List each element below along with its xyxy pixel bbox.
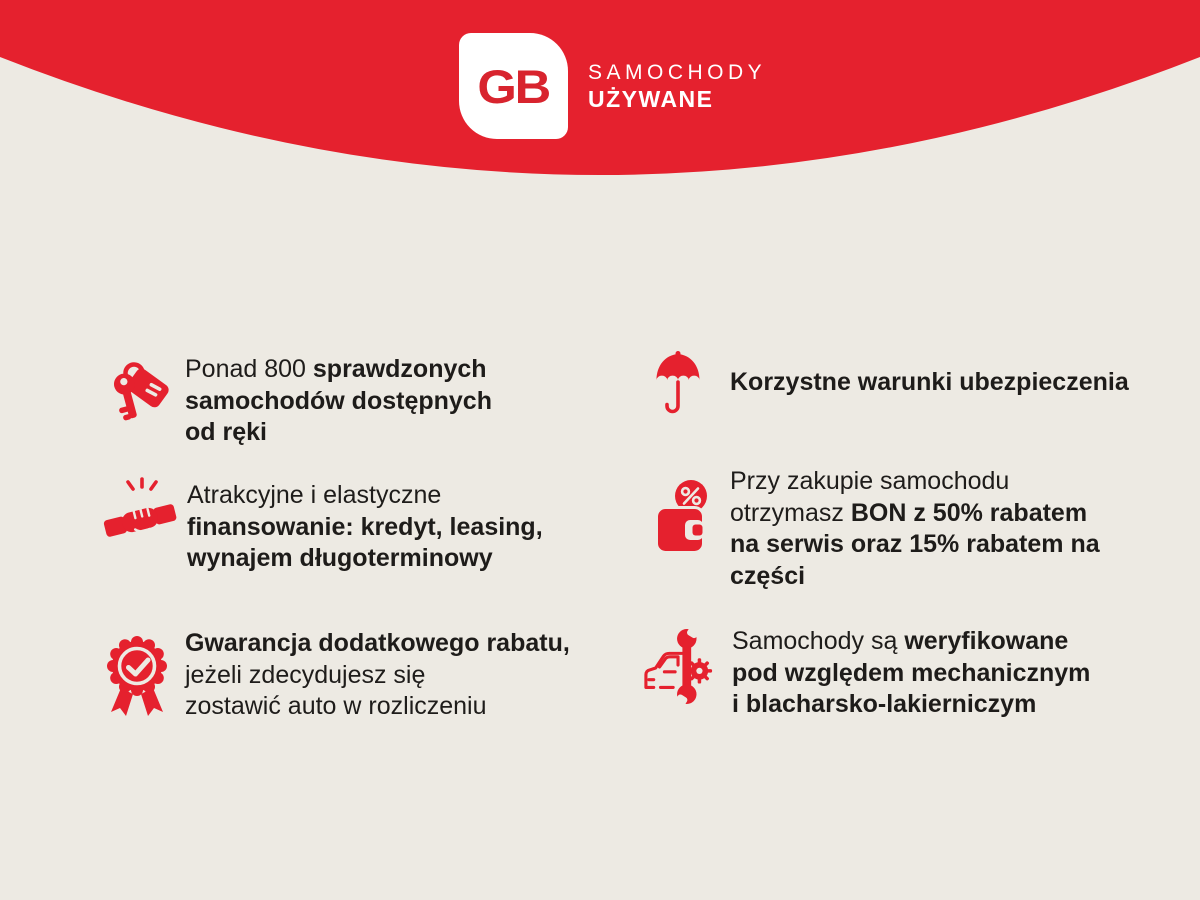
text-segment: Korzystne warunki ubezpieczenia [730, 368, 1129, 396]
benefit-text [185, 354, 492, 449]
text-segment: na serwis oraz 15% rabatem na [730, 530, 1100, 558]
benefit-item [103, 620, 623, 725]
header-curve-shape [0, 0, 1200, 300]
benefit-text-line [730, 466, 1100, 498]
text-segment: zostawić auto w rozliczeniu [185, 692, 487, 720]
benefit-text-line [187, 543, 543, 575]
text-segment: pod względem mechanicznym [732, 658, 1091, 687]
benefit-text-line [732, 658, 1090, 690]
benefit-text [185, 628, 570, 725]
benefit-text-line [730, 529, 1100, 561]
benefit-text [732, 626, 1090, 721]
text-segment: Atrakcyjne i elastyczne [187, 481, 442, 509]
car-service-icon [655, 626, 715, 721]
text-segment: części [730, 561, 806, 590]
text-segment: finansowanie: kredyt, leasing, [187, 512, 543, 541]
benefit-text-line [730, 367, 1129, 399]
brand-name-line1: SAMOCHODY [588, 61, 767, 84]
benefit-item [103, 472, 603, 575]
benefit-text-line [730, 561, 1100, 593]
handshake-icon [103, 476, 177, 575]
benefit-text-line [185, 691, 570, 723]
benefit-item [655, 464, 1115, 592]
text-segment: weryfikowane [904, 627, 1069, 655]
text-segment: od ręki [185, 418, 267, 446]
car-keys-icon [103, 358, 175, 449]
benefit-text [730, 367, 1129, 423]
benefit-item [103, 352, 583, 449]
benefit-text-line [185, 660, 570, 692]
text-segment: otrzymasz [730, 498, 851, 527]
wallet-percent-icon [655, 478, 713, 592]
benefit-text-line [732, 626, 1090, 658]
text-segment: samochodów dostępnych [185, 386, 492, 415]
benefit-text [187, 480, 543, 575]
benefit-text-line [187, 512, 543, 544]
text-segment: jeżeli zdecydujesz się [185, 660, 426, 689]
brand-monogram: GB [477, 59, 550, 113]
umbrella-icon [655, 350, 713, 423]
award-badge-icon [103, 632, 175, 725]
text-segment: Gwarancja dodatkowego rabatu, [185, 629, 570, 657]
text-segment: sprawdzonych [312, 355, 487, 383]
benefit-text-line [185, 354, 492, 386]
brand-text [588, 62, 766, 111]
text-segment: wynajem długoterminowy [187, 544, 493, 572]
text-segment: BON z 50% rabatem [850, 498, 1088, 527]
benefit-text-line [185, 417, 492, 449]
benefit-item [655, 350, 1155, 423]
text-segment: Przy zakupie samochodu [730, 467, 1010, 495]
brand-name-line2: UŻYWANE [588, 86, 714, 112]
benefit-text [730, 466, 1100, 592]
benefit-text-line [187, 480, 543, 512]
text-segment: i blacharsko-lakierniczym [732, 690, 1037, 718]
benefit-text-line [732, 689, 1090, 721]
benefit-item [655, 618, 1125, 721]
benefit-text-line [185, 386, 492, 418]
benefit-text-line [730, 498, 1100, 530]
text-segment: Ponad 800 [185, 355, 313, 383]
brand-logo [459, 33, 568, 139]
benefit-text-line [185, 628, 570, 660]
text-segment: Samochody są [732, 627, 905, 655]
